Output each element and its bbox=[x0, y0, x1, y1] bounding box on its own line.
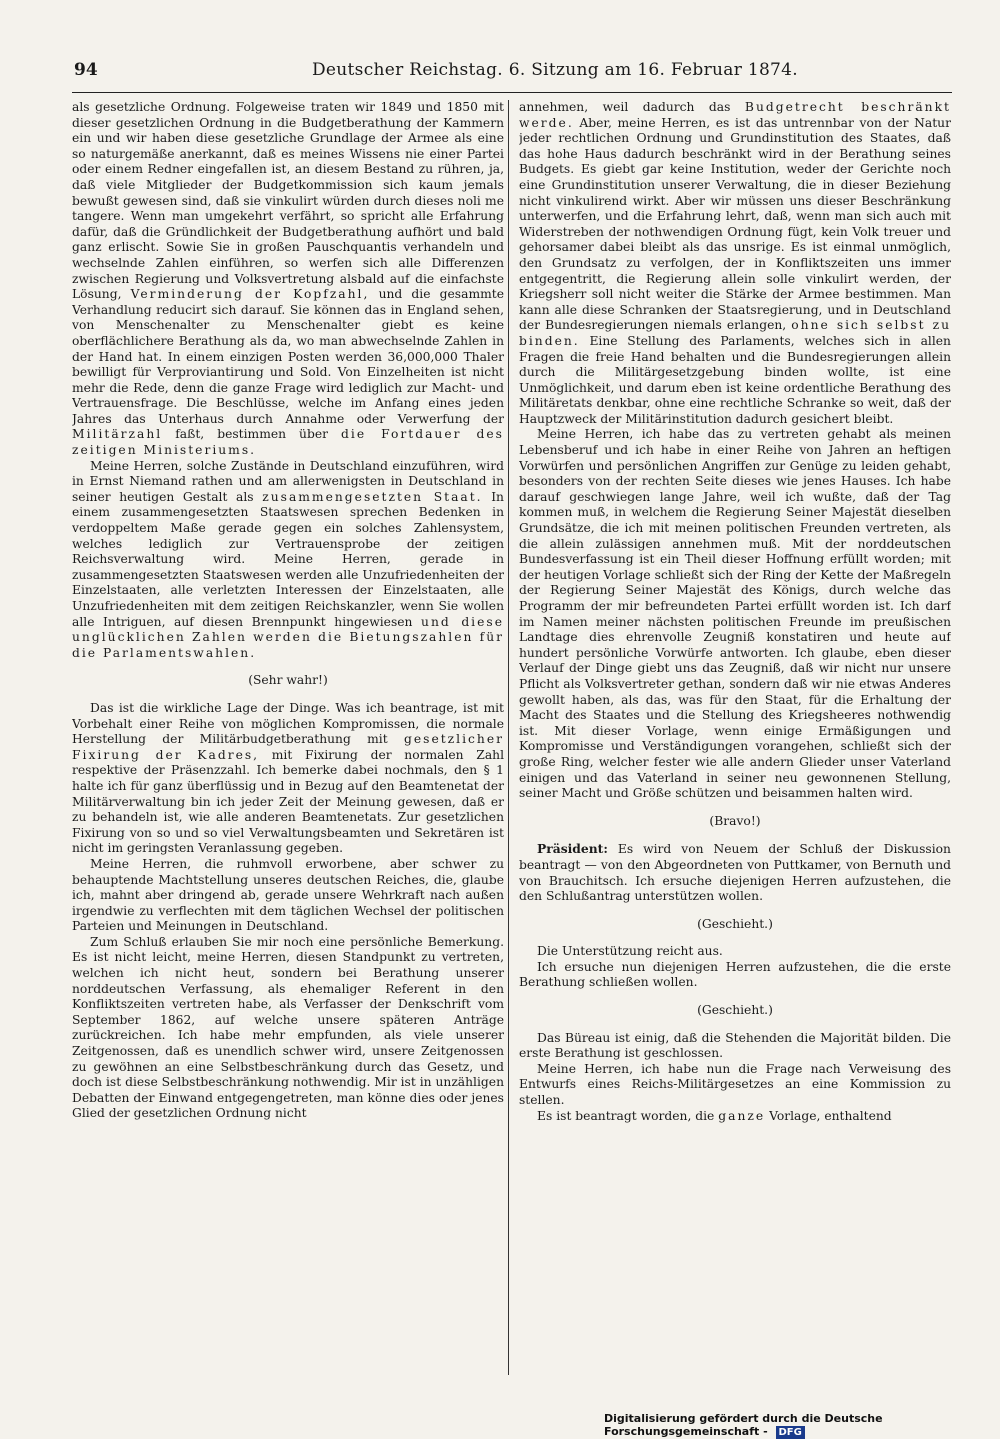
speaker-label: Präsident: bbox=[537, 841, 608, 857]
paragraph: Präsident: Es wird von Neuem der Schluß der Diskussion beantragt — von den Abgeordneten von Puttkamer, von Bernuth und von Brauchitsch. Ich ersuche diejenigen Herren aufzustehen, die den Schlußantrag unterstützen wollen. bbox=[519, 841, 951, 904]
right-column bbox=[519, 100, 951, 1376]
paragraph: Ich ersuche nun diejenigen Herren aufzustehen, die die erste Berathung schließen wollen. bbox=[519, 959, 951, 990]
paragraph: Meine Herren, die ruhmvoll erworbene, aber schwer zu behauptende Machtstellung unseres deutschen Reiches, die, glaube ich, mahnt aber dringend ab, gerade unsere Wehrkraft nach außen irgendwie zu verflechten mit dem täglichen Wechsel der politischen Parteien und Meinungen in Deutschland. bbox=[72, 856, 504, 934]
dfg-logo: DFG bbox=[776, 1426, 805, 1439]
column-divider bbox=[508, 100, 509, 1375]
paragraph: Das Büreau ist einig, daß die Stehenden die Majorität bilden. Die erste Berathung ist geschlossen. bbox=[519, 1030, 951, 1061]
paragraph: als gesetzliche Ordnung. Folgeweise traten wir 1849 und 1850 mit dieser gesetzlichen Ordnung in die Budgetberathung der Kammern ein und wir haben diese gesetzliche Grundlage der Armee als eine so naturgemäße anerkannt, daß es meines Wissens nie einer Partei oder einem Redner eingefallen ist, an diesem Bestand zu rühren, ja, daß viele Mitglieder der Budgetkommission sich kaum jemals bewußt gewesen sind, daß sie vinkulirt würden durch dieses noli me tangere. Wenn man umgekehrt verfährt, so spricht alle Erfahrung dafür, daß die Gründlichkeit der Budgetberathung aufhört und bald ganz erlischt. Sowie Sie in großen Pauschquantis verhandeln und wechselnde Zahlen einführen, so werfen sich alle Differenzen zwischen Regierung und Volksvertretung alsbald auf die einfachste Lösung, Verminderung der Kopfzahl, und die gesammte Verhandlung reducirt sich darauf. Sie können das in England sehen, von Menschenalter zu Menschenalter giebt es keine oberflächlichere Berathung als da, wo man abwechselnde Zahlen in der Hand hat. In einem einzigen Posten werden 36,000,000 Thaler bewilligt für Verproviantirung und Sold. Von Einzelheiten ist nicht mehr die Rede, denn die ganze Frage wird lediglich zur Macht- und Vertrauensfrage. Die Beschlüsse, welche im Anfang eines jeden Jahres das Unterhaus durch Annahme oder Verwerfung der Militärzahl faßt, bestimmen über die Fortdauer des zeitigen Ministeriums. bbox=[72, 100, 504, 458]
interjection: (Bravo!) bbox=[709, 813, 761, 828]
paragraph: Meine Herren, ich habe das zu vertreten gehabt als meinen Lebensberuf und ich habe in einer Reihe von Jahren an heftigen Vorwürfen und persönlichen Angriffen zur Genüge zu leiden gehabt, besonders von der rechten Seite dieses wie jenes Hauses. Ich habe darauf geschwiegen lange Jahre, weil ich wußte, daß der Tag kommen muß, in welchem die Regierung Seiner Majestät dieselben Grundsätze, die ich mit meinen politischen Freunden vertreten, als die allein zulässigen annehmen muß. Mit der norddeutschen Bundesverfassung ist ein Theil dieser Hoffnung erfüllt worden; mit der heutigen Vorlage schließt sich der Ring der Kette der Maßregeln der Regierung Seiner Majestät des Königs, durch welche das Programm der mir befreundeten Partei erfüllt worden ist. Ich darf im Namen meiner nächsten politischen Freunde im preußischen Landtage dies ehrenvolle Zeugniß konstatiren und heute auf hundert persönliche Vorwürfe antworten. Ich glaube, eben dieser Verlauf der Dinge giebt uns das Zeugniß, daß wir nicht nur unsere Pflicht als Volksvertreter gethan, sondern daß wir nie etwas Anderes gewollt haben, als das, was für den Staat, für die Erhaltung der Macht des Staates und die Stellung des Kriegsheeres nothwendig ist. Mit dieser Vorlage, wenn einige Ermäßigungen und Kompromisse und Verständigungen vorangehen, schließt sich der große Ring, welcher fester wie alle andern Glieder unser Vaterland einigen und das Vaterland in seiner neu gewonnenen Stellung, seiner Macht und Größe schützen und beisammen halten wird. bbox=[519, 427, 951, 801]
left-column bbox=[72, 100, 504, 1376]
paragraph: Es ist beantragt worden, die ganze Vorlage, enthaltend bbox=[537, 1108, 892, 1123]
page-header bbox=[72, 58, 952, 93]
paragraph: Meine Herren, ich habe nun die Frage nach Verweisung des Entwurfs eines Reichs-Militärgesetzes an eine Kommission zu stellen. bbox=[519, 1061, 951, 1108]
running-head: Deutscher Reichstag. 6. Sitzung am 16. Februar 1874. bbox=[312, 60, 798, 80]
paragraph: Zum Schluß erlauben Sie mir noch eine persönliche Bemerkung. Es ist nicht leicht, meine Herren, diesen Standpunkt zu vertreten, welchen ich nicht heut, sondern bei Berathung unserer norddeutschen Verfassung, als ehemaliger Referent in den Konfliktszeiten vertreten habe, als Verfasser der Denkschrift vom September 1862, auf welche unsere späteren Anträge zurückreichen. Ich habe mehr empfunden, als viele unserer Zeitgenossen, daß es unendlich schwer wird, unsere Zeitgenossen zu gewöhnen an eine Selbstbeschränkung durch das Gesetz, und doch ist diese Selbstbeschränkung nothwendig. Mir ist in unzähligen Debatten der Einwand entgegengetreten, man könne dies oder jenes Glied der gesetzlichen Ordnung nicht bbox=[72, 934, 504, 1121]
interjection: (Geschieht.) bbox=[697, 916, 773, 931]
interjection: (Sehr wahr!) bbox=[248, 673, 328, 688]
paragraph: annehmen, weil dadurch das Budgetrecht beschränkt werde. Aber, meine Herren, es ist das untrennbar von der Natur jeder rechtlichen Ordnung und Grundinstitution des Staates, daß das hohe Haus dadurch beschränkt wird in der Berathung seines Budgets. Es giebt gar keine Institution, weder der Gerichte noch eine Grundinstitution unserer Verwaltung, die in dieser Beziehung nicht vinkulirend wirkt. Aber wir müssen uns dieser Beschränkung unterwerfen, und die Erfahrung lehrt, daß, wenn man sich auch mit Widerstreben der nothwendigen Ordnung fügt, kein Volk treuer und gehorsamer dabei bleibt als das unsrige. Es ist einmal unmöglich, den Grundsatz zu verfolgen, der in Konfliktszeiten uns immer entgegentritt, die Regierung allein solle vinkulirt werden, der Kriegsherr soll nicht weiter die Stärke der Armee bestimmen. Man kann alle diese Schranken der Staatsregierung, und in Deutschland der Bundesregierungen niemals erlangen, ohne sich selbst zu binden. Eine Stellung des Parlaments, welches sich in allen Fragen die freie Hand behalten und die Bundesregierungen allein durch die Militärgesetzgebung binden wollte, ist eine Unmöglichkeit, und darum eben ist keine ordentliche Berathung des Militäretats denkbar, ohne eine rechtliche Schranke so weit, daß der Hauptzweck der Militärinstitution dadurch gesichert bleibt. bbox=[519, 100, 951, 426]
paragraph: Das ist die wirkliche Lage der Dinge. Was ich beantrage, ist mit Vorbehalt einer Reihe von möglichen Kompromissen, die normale Herstellung der Militärbudgetberathung mit gesetzlicher Fixirung der Kadres, mit Fixirung der normalen Zahl respektive der Präsenzzahl. Ich bemerke dabei nochmals, den § 1 halte ich für ganz überflüssig und in Bezug auf den Beamtenetat der Militärverwaltung bin ich jeder Zeit der Meinung gewesen, daß er zu behandeln ist, wie alle anderen Beamtenetats. Zur gesetzlichen Fixirung von so und so viel Verwaltungsbeamten und Sekretären ist nicht im geringsten Veranlassung gegeben. bbox=[72, 700, 504, 856]
interjection: (Geschieht.) bbox=[697, 1003, 773, 1018]
paragraph: Die Unterstützung reicht aus. bbox=[537, 944, 723, 959]
paragraph: Meine Herren, solche Zustände in Deutschland einzuführen, wird in Ernst Niemand rathen und am allerwenigsten in Deutschland in seiner heutigen Gestalt als zusammengesetzten Staat. In einem zusammengesetzten Staatswesen sprechen Bedenken in verdoppeltem Maße gerade gegen ein solches Zahlensystem, welches lediglich zur Vertrauensprobe der zeitigen Reichsverwaltung wird. Meine Herren, gerade in zusammengesetzten Staatswesen werden alle Unzufriedenheiten der Einzelstaaten, alle verletzten Interessen der Einzelstaaten, alle Unzufriedenheiten mit dem zeitigen Reichskanzler, wenn Sie wollen alle Intriguen, auf diesen Brennpunkt hingewiesen und diese unglücklichen Zahlen werden die Bietungszahlen für die Parlamentswahlen. bbox=[72, 458, 504, 660]
footer-text: Digitalisierung gefördert durch die Deutsche Forschungsgemeinschaft - bbox=[604, 1412, 883, 1438]
digitization-footer bbox=[604, 1412, 964, 1438]
page-number: 94 bbox=[74, 60, 98, 80]
